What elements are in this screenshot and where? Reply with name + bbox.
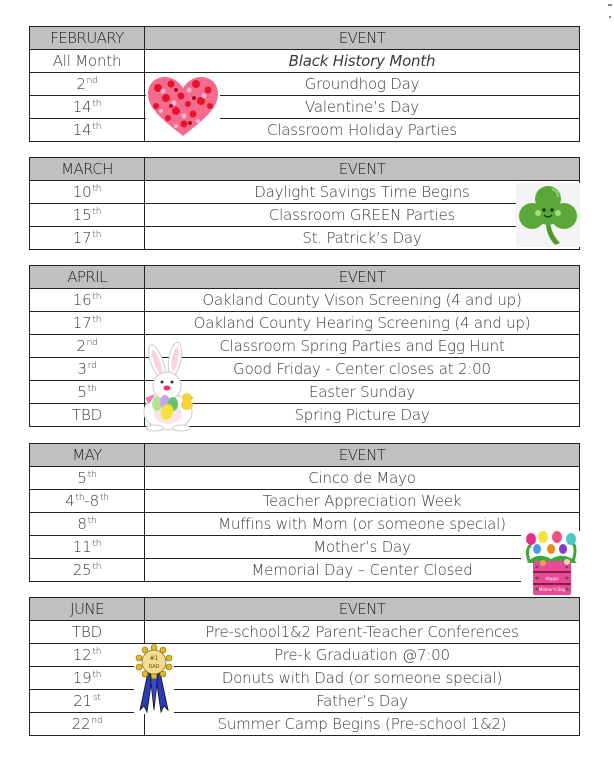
date-number: 10 (72, 182, 92, 201)
event-date (30, 513, 145, 536)
table-row (30, 181, 580, 204)
page-edge-mark (608, 4, 612, 6)
table-row (30, 644, 580, 667)
date-suffix: nd (91, 715, 103, 726)
event-name: Memorial Day – Center Closed (145, 559, 580, 582)
table-row (30, 204, 580, 227)
table-row (30, 119, 580, 142)
date-suffix: rd (87, 360, 97, 371)
event-header: EVENT (145, 158, 580, 181)
date-suffix: th (92, 646, 102, 657)
event-date (30, 644, 145, 667)
event-date (30, 335, 145, 358)
date-number: 25 (72, 560, 92, 579)
date-suffix: th (92, 121, 102, 132)
date-suffix: th (92, 206, 102, 217)
event-name: Summer Camp Begins (Pre-school 1&2) (145, 713, 580, 736)
event-date (30, 96, 145, 119)
date-number: 19 (72, 668, 92, 687)
date-suffix: th (92, 538, 102, 549)
table-row (30, 335, 580, 358)
date-number: 8 (77, 514, 87, 533)
table-header-row (30, 598, 580, 621)
event-date (30, 536, 145, 559)
crate-label-mothers-day: Mother's Day (538, 587, 566, 592)
may-events-table (29, 443, 580, 582)
table-header-row (30, 27, 580, 50)
table-header-row (30, 158, 580, 181)
table-row (30, 312, 580, 335)
date-suffix: th (75, 492, 85, 503)
award-ribbon-icon (134, 644, 174, 714)
event-date (30, 621, 145, 644)
table-row (30, 536, 580, 559)
event-name: Valentine’s Day (145, 96, 580, 119)
event-date (30, 312, 145, 335)
event-date (30, 50, 145, 73)
event-name: Pre-school1&2 Parent-Teacher Conferences (145, 621, 580, 644)
date-number: TBD (72, 622, 102, 641)
event-name: Teacher Appreciation Week (145, 490, 580, 513)
date-suffix: th (87, 383, 97, 394)
march-events-table (29, 157, 580, 250)
event-date (30, 713, 145, 736)
date-number: -8 (84, 491, 99, 510)
date-number: 2 (76, 336, 86, 355)
table-row (30, 404, 580, 427)
date-number: 4 (65, 491, 75, 510)
shamrock-icon (516, 183, 580, 247)
event-name: Father’s Day (145, 690, 580, 713)
date-suffix: st (92, 692, 101, 703)
table-row (30, 467, 580, 490)
month-header: JUNE (30, 598, 145, 621)
event-header: EVENT (145, 266, 580, 289)
february-events-table (29, 26, 580, 142)
date-number: 17 (72, 313, 92, 332)
table-row (30, 513, 580, 536)
easter-bunny-icon (135, 342, 205, 432)
event-date (30, 404, 145, 427)
date-suffix: th (92, 291, 102, 302)
date-number: 3 (77, 359, 87, 378)
table-row (30, 381, 580, 404)
event-name: Black History Month (145, 50, 580, 73)
date-suffix: nd (86, 75, 98, 86)
date-suffix: th (92, 229, 102, 240)
crate-label-happy: Happy (545, 576, 559, 581)
table-header-row (30, 444, 580, 467)
ribbon-label-number: #1 (149, 655, 159, 662)
table-row (30, 227, 580, 250)
date-number: 11 (72, 537, 92, 556)
event-date (30, 467, 145, 490)
date-suffix: th (92, 669, 102, 680)
table-header-row (30, 266, 580, 289)
event-name: Groundhog Day (145, 73, 580, 96)
date-number: 5 (77, 468, 87, 487)
heart-icon (146, 76, 220, 138)
date-number: 22 (71, 714, 91, 733)
date-suffix: th (87, 469, 97, 480)
date-suffix: th (87, 515, 97, 526)
table-row (30, 289, 580, 312)
event-name: Classroom Holiday Parties (145, 119, 580, 142)
event-date (30, 204, 145, 227)
event-date (30, 381, 145, 404)
event-date (30, 559, 145, 582)
date-number: 12 (72, 645, 92, 664)
date-number: 21 (73, 691, 92, 710)
date-number: 5 (77, 382, 87, 401)
event-name: Spring Picture Day (145, 404, 580, 427)
table-row (30, 358, 580, 381)
date-number: All Month (52, 51, 122, 70)
event-name: Classroom Spring Parties and Egg Hunt (145, 335, 580, 358)
date-number: 17 (72, 228, 92, 247)
date-number: 16 (72, 290, 92, 309)
event-name: Pre-k Graduation @7:00 (145, 644, 580, 667)
event-name: Muffins with Mom (or someone special) (145, 513, 580, 536)
event-name: Good Friday - Center closes at 2:00 (145, 358, 580, 381)
date-number: TBD (72, 405, 102, 424)
date-suffix: th (92, 183, 102, 194)
table-row (30, 559, 580, 582)
june-events-table (29, 597, 580, 736)
date-suffix: th (92, 314, 102, 325)
event-date (30, 358, 145, 381)
table-row (30, 73, 580, 96)
date-suffix: nd (86, 337, 98, 348)
event-name: Oakland County Hearing Screening (4 and up) (145, 312, 580, 335)
date-suffix: th (99, 492, 109, 503)
event-date (30, 73, 145, 96)
table-row (30, 713, 580, 736)
event-header: EVENT (145, 27, 580, 50)
event-date (30, 690, 145, 713)
table-row (30, 667, 580, 690)
event-name: Easter Sunday (145, 381, 580, 404)
event-date (30, 227, 145, 250)
month-header: MARCH (30, 158, 145, 181)
date-number: 2 (76, 74, 86, 93)
table-row (30, 96, 580, 119)
date-suffix: th (92, 561, 102, 572)
flower-crate-icon (521, 531, 581, 595)
table-row (30, 621, 580, 644)
event-name: Mother’s Day (145, 536, 580, 559)
date-suffix: th (92, 98, 102, 109)
event-date (30, 490, 145, 513)
event-date (30, 119, 145, 142)
table-row (30, 50, 580, 73)
event-header: EVENT (145, 598, 580, 621)
event-date (30, 289, 145, 312)
event-name: Cinco de Mayo (145, 467, 580, 490)
event-name: Oakland County Vison Screening (4 and up) (145, 289, 580, 312)
event-header: EVENT (145, 444, 580, 467)
month-header: FEBRUARY (30, 27, 145, 50)
date-number: 14 (72, 97, 92, 116)
table-row (30, 690, 580, 713)
event-name: Daylight Savings Time Begins (145, 181, 580, 204)
month-header: APRIL (30, 266, 145, 289)
event-date (30, 667, 145, 690)
event-name: Donuts with Dad (or someone special) (145, 667, 580, 690)
event-date (30, 181, 145, 204)
april-events-table (29, 265, 580, 427)
table-row (30, 490, 580, 513)
month-header: MAY (30, 444, 145, 467)
ribbon-label-dad: DAD (148, 664, 160, 670)
event-name: Classroom GREEN Parties (145, 204, 580, 227)
page-edge-mark (609, 16, 611, 18)
date-number: 14 (72, 120, 92, 139)
event-name: St. Patrick’s Day (145, 227, 580, 250)
date-number: 15 (72, 205, 92, 224)
